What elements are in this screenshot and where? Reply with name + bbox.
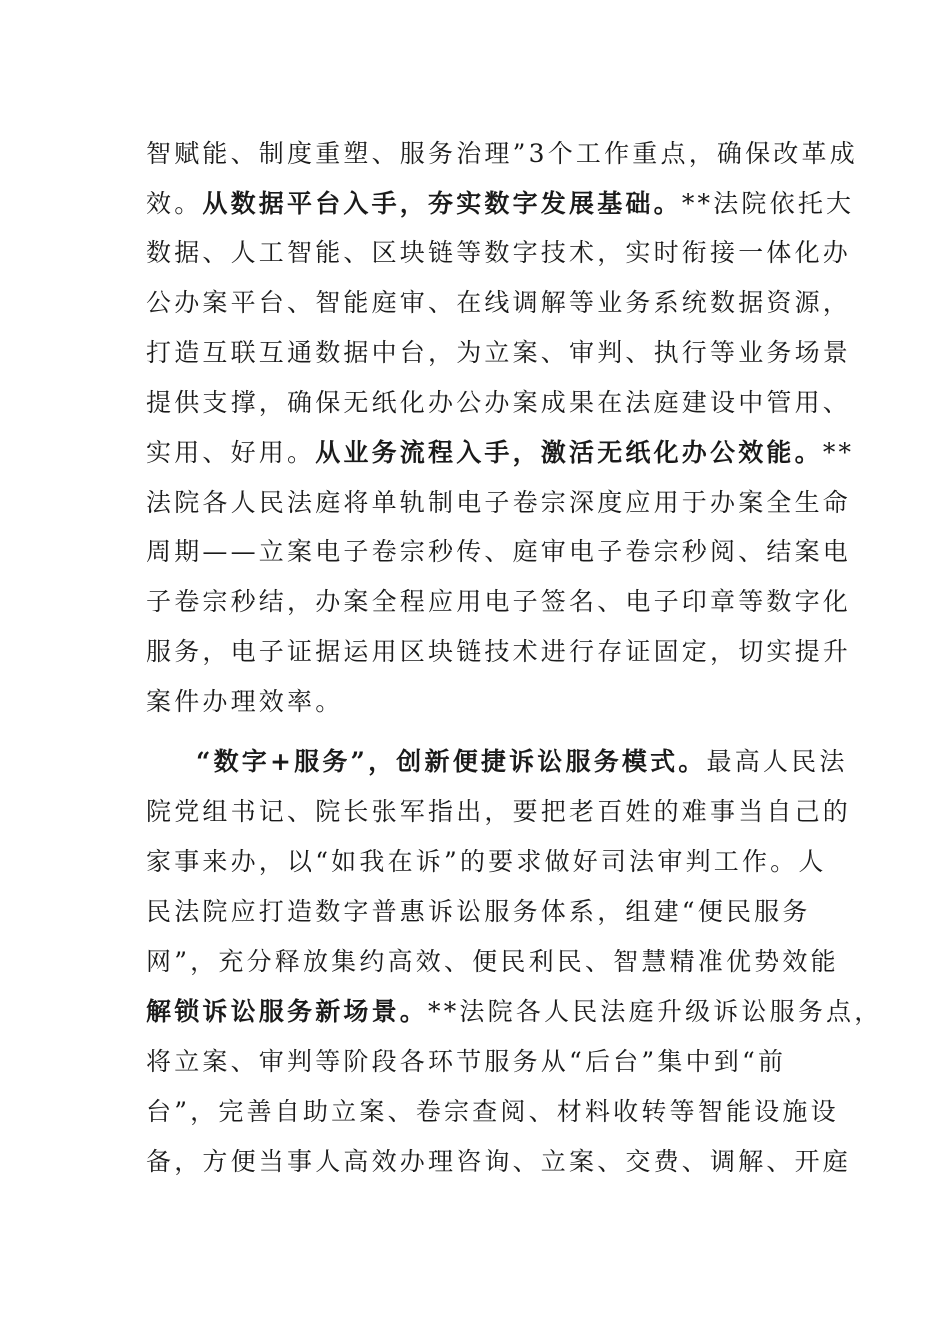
bold-text-segment: 从业务流程入手，激活无纸化办公效能。 [315,438,823,467]
text-segment: 台”，完善自助立案、卷宗查阅、材料收转等智能设施设 [146,1097,839,1126]
text-line [146,992,883,1032]
text-line [146,233,852,273]
text-line [146,383,852,423]
text-segment: 家事来办，以“如我在诉”的要求做好司法审判工作。人 [146,847,827,876]
text-segment: 实用、好用。 [146,438,316,467]
text-line [196,742,848,782]
text-line [146,842,826,882]
text-line [146,483,852,523]
text-line [146,184,855,224]
bold-text-segment: 从数据平台入手，夯实数字发展基础。 [202,189,682,218]
text-line [146,942,839,982]
bold-text-segment: “数字+服务”，创新便捷诉讼服务模式。 [196,747,707,776]
text-segment: **法院各人民法庭升级诉讼服务点， [428,997,883,1026]
text-segment: 民法院应打造数字普惠诉讼服务体系，组建“便民服务 [146,897,811,926]
text-segment: 智赋能、制度重塑、服务治理”3个工作重点，确保改革成 [146,139,858,168]
text-segment: 打造互联互通数据中台，为立案、审判、执行等业务场景 [146,338,852,367]
text-segment: **法院依托大 [681,189,855,218]
text-line [146,333,852,373]
text-segment: 提供支撑，确保无纸化办公办案成果在法庭建设中管用、 [146,388,852,417]
text-segment: ** [822,438,855,467]
text-line [146,283,852,323]
text-line [146,892,826,932]
text-line [146,1042,826,1082]
bold-text-segment: 解锁诉讼服务新场景。 [146,997,429,1026]
text-line [146,1092,839,1132]
text-segment: 服务，电子证据运用区块链技术进行存证固定，切实提升 [146,637,852,666]
text-line [146,582,852,622]
text-segment: 效。 [146,189,203,218]
text-line [146,134,858,174]
text-segment: 法院各人民法庭将单轨制电子卷宗深度应用于办案全生命 [146,488,852,517]
text-segment: 案件办理效率。 [146,687,344,716]
text-line [146,792,852,832]
text-segment: 公办案平台、智能庭审、在线调解等业务系统数据资源， [146,288,852,317]
text-line [146,632,852,672]
text-segment: 最高人民法 [706,747,848,776]
text-segment: 院党组书记、院长张军指出，要把老百姓的难事当自己的 [146,797,852,826]
text-line [146,433,855,473]
text-line [146,532,852,572]
text-segment: 备，方便当事人高效办理咨询、立案、交费、调解、开庭 [146,1147,852,1176]
text-segment: 周期——立案电子卷宗秒传、庭审电子卷宗秒阅、结案电 [146,537,852,566]
text-line [146,1142,852,1182]
text-segment: 数据、人工智能、区块链等数字技术，实时衔接一体化办 [146,238,852,267]
text-segment: 子卷宗秒结，办案全程应用电子签名、电子印章等数字化 [146,587,852,616]
text-line [146,682,826,722]
text-segment: 网”，充分释放集约高效、便民利民、智慧精准优势效能 [146,947,839,976]
text-segment: 将立案、审判等阶段各环节服务从“后台”集中到“前 [146,1047,787,1076]
